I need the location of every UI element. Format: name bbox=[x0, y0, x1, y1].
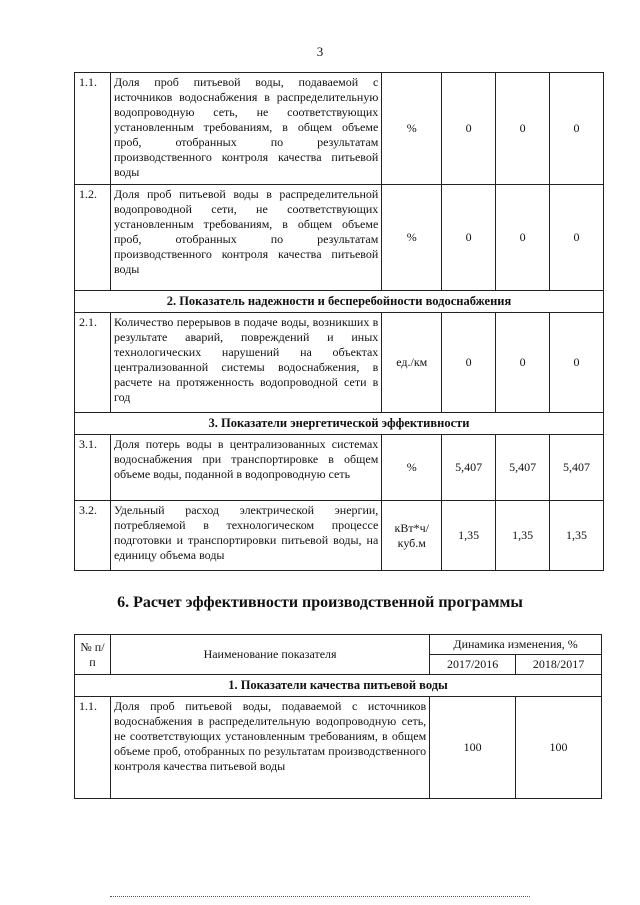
row-num: 1.1. bbox=[75, 697, 111, 799]
row-value-1: 1,35 bbox=[442, 501, 496, 571]
section-title: 6. Расчет эффективности производственной программы bbox=[117, 594, 523, 611]
row-value-2017: 100 bbox=[430, 697, 516, 799]
row-value-1: 0 bbox=[442, 185, 496, 291]
row-value-2: 5,407 bbox=[496, 435, 550, 501]
header-dynamics: Динамика изменения, % bbox=[430, 635, 602, 655]
row-value-3: 0 bbox=[550, 185, 604, 291]
row-value-2: 0 bbox=[496, 73, 550, 185]
row-value-2: 0 bbox=[496, 185, 550, 291]
row-desc: Удельный расход электрической энергии, потребляемой в технологическом процессе подготовки и транспортировки питьевой воды, на единицу объема воды bbox=[110, 501, 381, 571]
row-num: 1.1. bbox=[75, 73, 111, 185]
row-value-2018: 100 bbox=[516, 697, 602, 799]
header-col-2018: 2018/2017 bbox=[516, 655, 602, 675]
section-header-row: 3. Показатели энергетической эффективности bbox=[75, 413, 604, 435]
row-unit: % bbox=[382, 185, 442, 291]
row-value-2: 1,35 bbox=[496, 501, 550, 571]
row-desc: Доля проб питьевой воды, подаваемой с источников водоснабжения в распределительную водопроводную сеть, не соответствующих установленным требованиям, в общем объеме проб, отобранных по результатам производственного контроля качества питьевой воды bbox=[110, 697, 429, 799]
efficiency-table bbox=[74, 634, 602, 799]
section-header-row: 1. Показатели качества питьевой воды bbox=[75, 675, 602, 697]
row-num: 3.1. bbox=[75, 435, 111, 501]
page-footer-line bbox=[110, 896, 530, 898]
row-value-1: 0 bbox=[442, 313, 496, 413]
row-value-3: 0 bbox=[550, 313, 604, 413]
row-desc: Доля проб питьевой воды, подаваемой с источников водоснабжения в распределительную водопроводную сеть, не соответствующих установленным требованиям, в общем объеме проб, отобранных по результатам производственного контроля качества питьевой воды bbox=[110, 73, 381, 185]
row-desc: Количество перерывов в подаче воды, возникших в результате аварий, повреждений и иных технологических нарушений на объектах централизованной системы водоснабжения, в расчете на протяженность водопроводной сети в год bbox=[110, 313, 381, 413]
header-num: № п/п bbox=[75, 635, 111, 675]
row-value-1: 0 bbox=[442, 73, 496, 185]
page-number: 3 bbox=[316, 44, 324, 59]
row-desc: Доля проб питьевой воды в распределительной водопроводной сети, не соответствующих установленным требованиям, в общем объеме проб, отобранных по результатам производственного контроля качества питьевой воды bbox=[110, 185, 381, 291]
row-num: 1.2. bbox=[75, 185, 111, 291]
row-value-2: 0 bbox=[496, 313, 550, 413]
row-num: 3.2. bbox=[75, 501, 111, 571]
row-unit: кВт*ч/ куб.м bbox=[382, 501, 442, 571]
row-value-1: 5,407 bbox=[442, 435, 496, 501]
row-value-3: 1,35 bbox=[550, 501, 604, 571]
row-unit: % bbox=[382, 73, 442, 185]
row-desc: Доля потерь воды в централизованных системах водоснабжения при транспортировке в общем объеме воды, поданной в водопроводную сеть bbox=[110, 435, 381, 501]
row-unit: % bbox=[382, 435, 442, 501]
row-value-3: 0 bbox=[550, 73, 604, 185]
row-num: 2.1. bbox=[75, 313, 111, 413]
header-col-2017: 2017/2016 bbox=[430, 655, 516, 675]
indicators-table bbox=[74, 72, 604, 571]
row-value-3: 5,407 bbox=[550, 435, 604, 501]
section-header-row: 2. Показатель надежности и бесперебойности водоснабжения bbox=[75, 291, 604, 313]
row-unit: ед./км bbox=[382, 313, 442, 413]
header-name: Наименование показателя bbox=[110, 635, 429, 675]
